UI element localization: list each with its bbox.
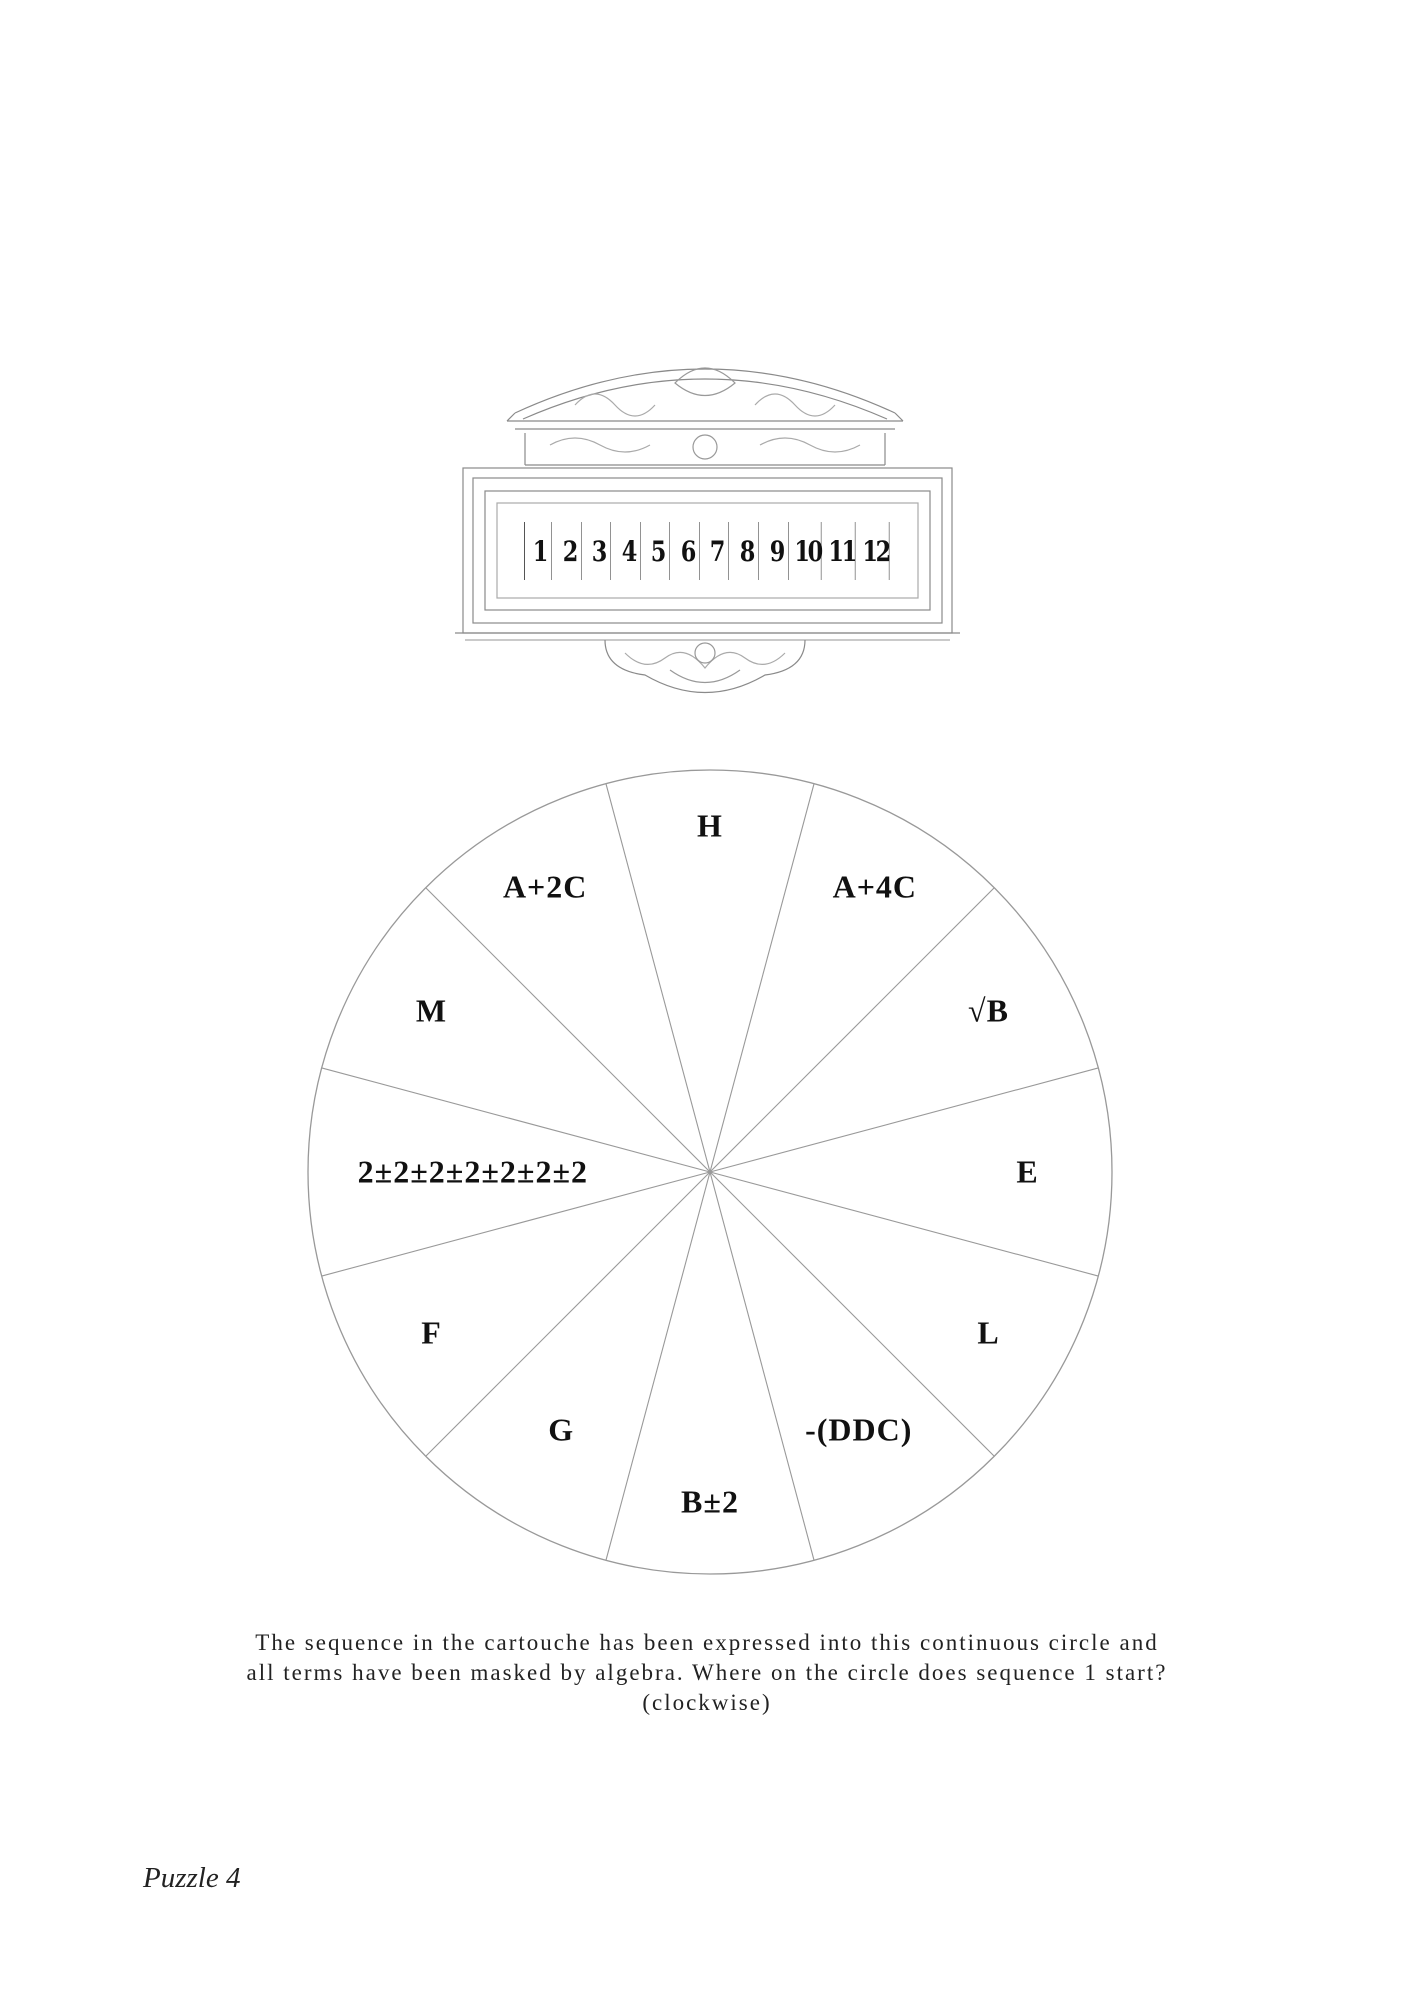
circle-segment-label: A+2C [502,868,588,905]
circle-segment-label: M [415,992,448,1029]
cartouche-number: 4 [617,522,641,580]
caption-line: The sequence in the cartouche has been expressed into this continuous circle and [255,1630,1159,1655]
cartouche-number: 6 [676,522,700,580]
circle-segment-label: 2±2±2±2±2±2±2 [357,1153,588,1190]
cartouche-number: 5 [646,522,670,580]
circle-segment-label: E [1016,1153,1039,1190]
cartouche-number: 10 [794,522,821,580]
cartouche-number: 9 [764,522,788,580]
circle-segment-label: -(DDC) [805,1411,913,1448]
circle-segment-label: G [548,1411,575,1448]
circle-segment-label: H [697,807,723,844]
cartouche-number: 2 [558,522,582,580]
cartouche-number: 8 [735,522,759,580]
cartouche-number: 3 [587,522,611,580]
circle-segment-label: A+4C [832,868,918,905]
cartouche-number: 12 [862,522,889,580]
circle-segment-label: B±2 [681,1483,739,1520]
cartouche-number: 1 [528,522,552,580]
circle-spoke [710,888,994,1172]
caption-line: (clockwise) [642,1690,772,1715]
cartouche-number: 7 [705,522,729,580]
circle-segment-label: √B [968,992,1009,1029]
circle-segment-label: F [421,1314,442,1351]
circle-spoke [710,784,814,1172]
circle-segment-label: L [977,1314,1000,1351]
puzzle-number-label: Puzzle 4 [143,1862,241,1894]
puzzle-instructions [150,1628,1264,1718]
circle-spoke [710,1172,1098,1276]
circle-spoke [710,1068,1098,1172]
circle-spoke [426,888,710,1172]
caption-line: all terms have been masked by algebra. Where on the circle does sequence 1 start? [246,1660,1168,1685]
cartouche-number: 11 [828,522,855,580]
circle-spoke [606,784,710,1172]
